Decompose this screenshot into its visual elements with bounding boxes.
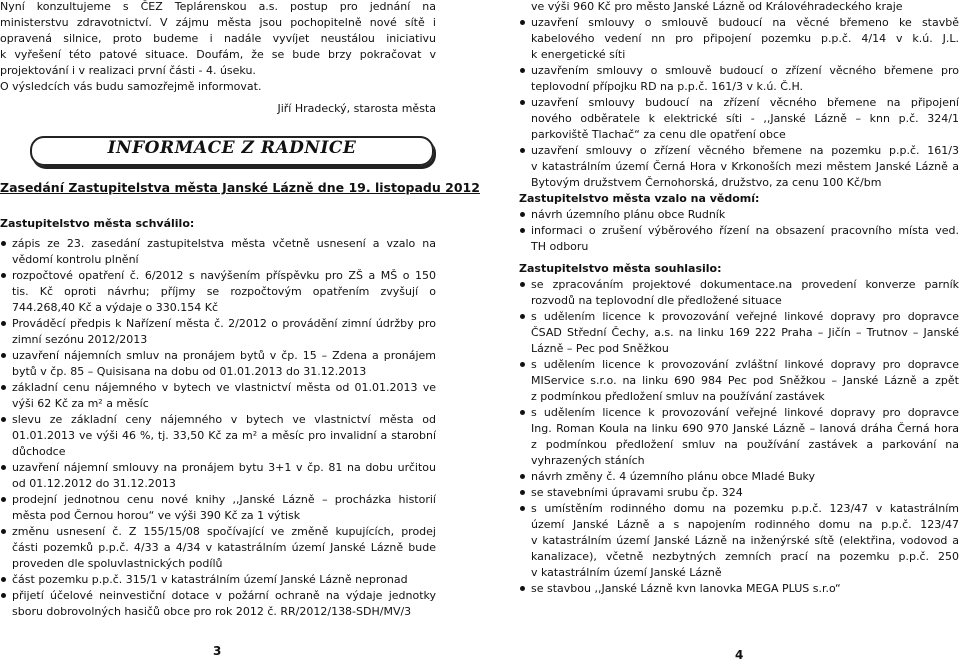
list-item <box>519 309 959 357</box>
list-item-line: výši 62 Kč za m² a měsíc <box>12 397 149 410</box>
list-item <box>519 485 959 501</box>
list-item <box>519 143 959 191</box>
section-heading-agreed: Zastupitelstvo města souhlasilo: <box>519 262 722 275</box>
list-item-line: se zpracováním projektové dokumentace.na provedení konverze parník <box>531 278 959 291</box>
list-item <box>0 572 436 588</box>
intro-line: projektování i v realizaci první části - 4. úseku. <box>0 64 256 77</box>
intro-line: Nyní konzultujeme s ČEZ Teplárenskou a.s. postup pro jednání na <box>0 0 436 13</box>
list-item-line: tis. Kč oproti návrhu; příjmy se rozpočtovým opatřením zvyšují o <box>12 285 436 298</box>
list-item <box>0 348 436 380</box>
approved-list-continued <box>519 15 959 191</box>
list-item-line: TH odboru <box>531 240 589 253</box>
list-item-line: s umístěním rodinného domu na pozemku p.p.č. 123/47 v katastrálním <box>531 502 959 515</box>
list-item-line: 01.01.2013 ve výši 46 %, tj. 33,50 Kč za m² a měsíc pro invalidní a starobní <box>12 429 436 442</box>
list-item <box>519 277 959 309</box>
list-item-line: uzavření smlouvy budoucí na zřízení věcného břemene na připojení <box>531 96 959 109</box>
section-heading: Zastupitelstvo města schválilo: <box>0 217 195 230</box>
list-item-line: v katastrálním území Janské Lázně <box>531 566 722 579</box>
intro-line: ministerstvu zdravotnictví. V zájmu města jsou pochopitelně nové sítě i <box>0 16 436 29</box>
list-item <box>519 207 959 223</box>
list-item <box>519 357 959 405</box>
list-item-line: od 01.12.2012 do 31.12.2013 <box>12 477 176 490</box>
list-item-line: v katastrálním území Černá Hora v Krkonoších mezi městem Janské Lázně a <box>531 160 959 173</box>
list-item <box>0 588 436 620</box>
list-item-line: základní cenu nájemného v bytech ve vlastnictví města od 01.01.2013 ve <box>12 381 436 394</box>
acknowledged-list <box>519 207 959 255</box>
intro-paragraph <box>0 0 436 117</box>
list-item <box>0 524 436 572</box>
page-number: 3 <box>213 644 222 658</box>
approved-list <box>0 236 436 620</box>
list-item-line: města pod Černou horou“ ve výši 390 Kč za 1 výtisk <box>12 509 301 522</box>
intro-line: k vyřešení této patové situace. Doufám, že se bude brzy pokračovat v <box>0 48 436 61</box>
list-item <box>0 268 436 316</box>
list-item-line: rozvodů na teplovodní dle předložené situace <box>531 294 782 307</box>
intro-line: opravená silnice, proto budeme i nadále vyvíjet neustálou iniciativu <box>0 32 436 45</box>
list-item <box>0 492 436 524</box>
list-item-line: návrh územního plánu obce Rudník <box>531 208 726 221</box>
list-item-line: zimní sezónu 2012/2013 <box>12 333 148 346</box>
list-item-line: Prováděcí předpis k Nařízení města č. 2/2012 o provádění zimní údržby pro <box>12 317 436 330</box>
list-item-line: se stavbou ,,Janské Lázně kvn lanovka MEGA PLUS s.r.o“ <box>531 582 841 595</box>
list-item-line: důchodce <box>12 445 66 458</box>
list-item-line: změnu usnesení č. Z 155/15/08 spočívající ve změně kupujících, prodej <box>12 525 436 538</box>
list-item-line: s udělením licence k provozování veřejné linkové dopravy pro dopravce <box>531 310 959 323</box>
list-item-line: s udělením licence k provozování veřejné linkové dopravy pro dopravce <box>531 406 959 419</box>
list-item-line: slevu ze základní ceny nájemného v bytech ve vlastnictví města od <box>12 413 436 426</box>
list-item-line: Bytovým družstvem Černohorská, družstvo, za cenu 100 Kč/bm <box>531 176 882 189</box>
list-item-line: přijetí účelové neinvestiční dotace v požární ochraně na výdaje jednotky <box>12 589 436 602</box>
list-item-line: části pozemků p.p.č. 4/33 a 4/34 v katastrálním území Janské Lázně bude <box>12 541 436 554</box>
list-item-line: MIService s.r.o. na linku 690 984 Pec pod Sněžkou – Janské Lázně a zpět <box>531 374 959 387</box>
list-item-line: informaci o zrušení výběrového řízení na obsazení pracovního místa ved. <box>531 224 959 237</box>
list-item-line: nového odběratele k elektrické síti - ,,Janské Lázně – knn p.č. 324/1 <box>531 112 959 125</box>
list-item-line: zápis ze 23. zasedání zastupitelstva města včetně usnesení a vzalo na <box>12 237 436 250</box>
list-item-line: k energetické síti <box>531 48 626 61</box>
list-item-line: rozpočtové opatření č. 6/2012 s navýšením příspěvku pro ZŠ a MŠ o 150 <box>12 269 436 282</box>
list-item <box>519 223 959 255</box>
approved-section <box>0 216 436 620</box>
list-item-line: proveden dle spoluvlastnických podílů <box>12 557 223 570</box>
list-item-line: s udělením licence k provozování zvláštní linkové dopravy pro dopravce <box>531 358 959 371</box>
list-item-line: uzavření smlouvy o zřízení věcného břemene na pozemku p.p.č. 161/3 <box>531 144 959 157</box>
list-item-line: část pozemku p.p.č. 315/1 v katastrálním území Janské Lázně nepronad <box>12 573 408 586</box>
list-item-line: ČSAD Střední Čechy, a.s. na linku 169 222 Praha – Jičín – Trutnov – Janské <box>531 326 959 339</box>
list-item-line: kanalizace), včetně nezbytných zemních prací na pozemku p.p.č. 250 <box>531 550 959 563</box>
list-item <box>519 15 959 63</box>
list-item-line: uzavření nájemní smlouvy na pronájem bytu 3+1 v čp. 81 na dobu určitou <box>12 461 436 474</box>
list-item <box>519 95 959 143</box>
list-item-line: Lázně – Pec pod Sněžkou <box>531 342 669 355</box>
section-heading-acknowledged: Zastupitelstvo města vzalo na vědomí: <box>519 192 760 205</box>
list-item-line: z podmínkou předložení smluv na používání zastávek a parkování na <box>531 438 959 451</box>
list-item-line: prodejní jednotnou cenu nové knihy ,,Janské Lázně – procházka historií <box>12 493 436 506</box>
agreed-list <box>519 277 959 597</box>
banner-title: INFORMACE Z RADNICE <box>107 138 357 158</box>
list-item <box>0 236 436 268</box>
signature: Jiří Hradecký, starosta města <box>277 102 436 115</box>
list-item <box>519 63 959 95</box>
list-item-line: sboru dobrovolných hasičů obce pro rok 2012 č. RR/2012/138-SDH/MV/3 <box>12 605 412 618</box>
list-item <box>0 460 436 492</box>
list-item-line: uzavření nájemních smluv na pronájem bytů v čp. 15 – Zdena a pronájem <box>12 349 436 362</box>
list-item-line: kabelového vedení nn pro připojení pozemku p.p.č. 4/14 v k.ú. J.L. <box>531 32 959 45</box>
list-item-line: Ing. Roman Koula na linku 690 970 Janské Lázně – lanová dráha Černá hora <box>531 422 959 435</box>
list-item-line: vyhrazených stáních <box>531 454 645 467</box>
list-item-line: bytů v čp. 85 – Quisisana na dobu od 01.01.2013 do 31.12.2013 <box>12 365 367 378</box>
list-item <box>519 469 959 485</box>
list-item-line: z podmínkou předložení smluv na používání zastávek <box>531 390 825 403</box>
list-item <box>519 501 959 581</box>
list-item <box>519 581 959 597</box>
list-item <box>0 412 436 460</box>
list-item <box>0 380 436 412</box>
list-item-line: v katastrálním území Janské Lázně na inženýrské sítě (elektřina, vodovod a <box>531 534 959 547</box>
list-item-line: parkoviště Tlachač“ za cenu dle opatření obce <box>531 128 786 141</box>
list-item-line: vědomí kontrolu plnění <box>12 253 139 266</box>
list-item-line: území Janské Lázně a s napojením rodinného domu na p.p.č. 123/47 <box>531 518 959 531</box>
list-item <box>0 316 436 348</box>
closing-line: O výsledcích vás budu samozřejmě informovat. <box>0 80 262 93</box>
list-item-line: uzavření smlouvy o smlouvě budoucí na věcné břemeno ke stavbě <box>531 16 959 29</box>
continued-line: ve výši 960 Kč pro město Janské Lázně od Královéhradeckého kraje <box>531 0 903 13</box>
list-item-line: se stavebními úpravami srubu čp. 324 <box>531 486 743 499</box>
list-item-line: teplovodní přípojku RD na p.p.č. 161/3 v k.ú. Č.H. <box>531 80 804 93</box>
list-item-line: 744.268,40 Kč a výdaje o 330.154 Kč <box>12 301 219 314</box>
news-banner <box>30 136 434 166</box>
meeting-title: Zasedání Zastupitelstva města Janské Lázně dne 19. listopadu 2012 <box>0 180 480 195</box>
list-item <box>519 405 959 469</box>
list-item-line: návrh změny č. 4 územního plánu obce Mladé Buky <box>531 470 816 483</box>
page-number: 4 <box>735 648 744 662</box>
list-item-line: uzavřením smlouvy o smlouvě budoucí o zřízení věcného břemene pro <box>531 64 959 77</box>
